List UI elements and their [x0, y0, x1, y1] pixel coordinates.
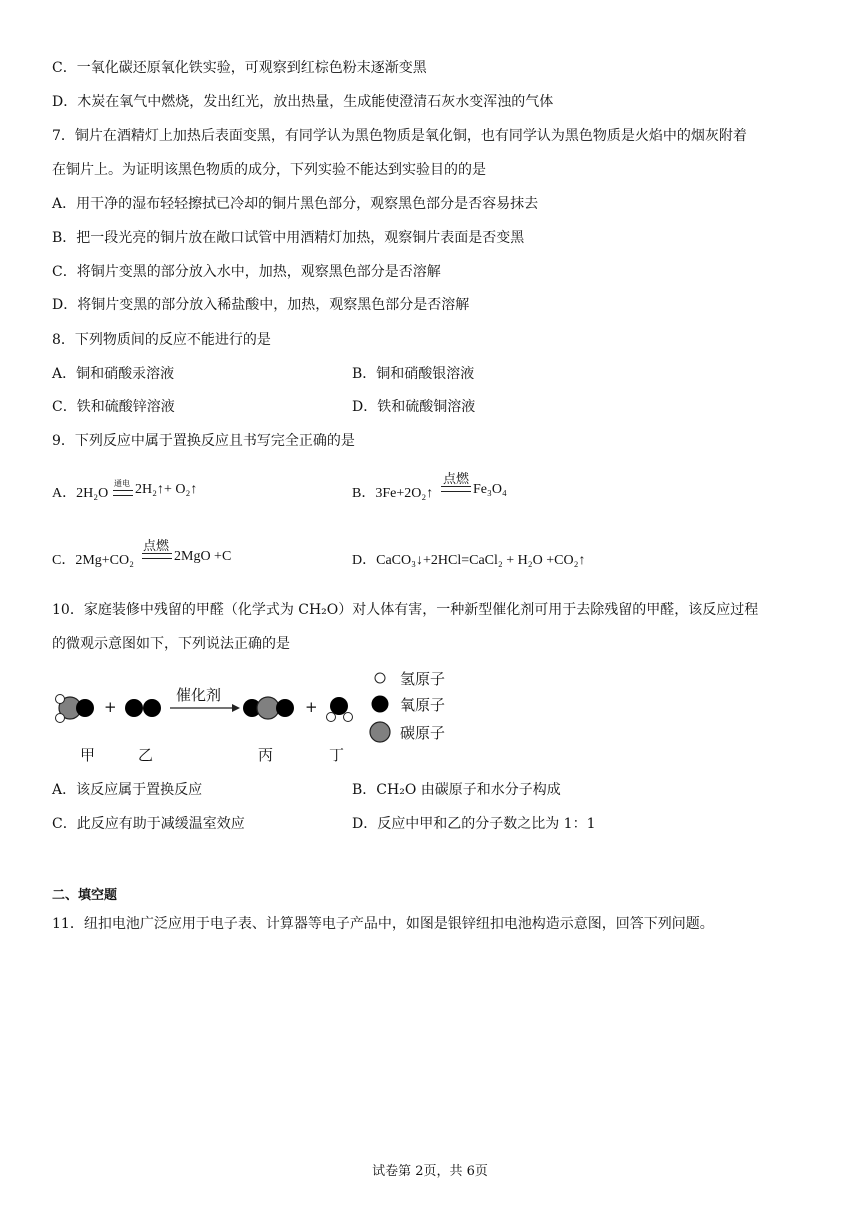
q7-option-b: B．把一段光亮的铜片放在敞口试管中用酒精灯加热，观察铜片表面是否变黑 [52, 230, 525, 246]
oxygen-atom [143, 699, 161, 717]
q9-c-condition: 点燃 [143, 539, 170, 554]
q9-b-equal-sign [441, 486, 471, 492]
label-bing: 丙 [258, 746, 274, 764]
legend-hydrogen-symbol [375, 673, 385, 683]
q9-a-equal-sign [113, 490, 133, 496]
q10-option-a: A．该反应属于置换反应 [52, 782, 203, 798]
oxygen-atom [125, 699, 143, 717]
oxygen-atom [276, 699, 294, 717]
q9-option-d: D．CaCO₃↓+2HCl=CaCl₂ + H₂O +CO₂↑ [352, 553, 586, 568]
q10-stem-line2: 的微观示意图如下，下列说法正确的是 [52, 636, 290, 652]
hydrogen-atom [344, 713, 353, 722]
label-ding: 丁 [329, 746, 345, 764]
section-heading-fill-blank: 二、填空题 [52, 888, 118, 903]
q7-option-a: A．用干净的湿布轻轻擦拭已冷却的铜片黑色部分，观察黑色部分是否容易抹去 [52, 196, 539, 212]
q6-option-d: D．木炭在氧气中燃烧，发出红光，放出热量，生成能使澄清石灰水变浑浊的气体 [52, 94, 554, 110]
q9-stem: 9．下列反应中属于置换反应且书写完全正确的是 [52, 433, 355, 449]
hydrogen-atom [56, 714, 65, 723]
q9-c-reactants: C．2Mg+CO₂ [52, 553, 135, 568]
label-yi: 乙 [138, 746, 154, 764]
q8-option-a: A．铜和硝酸汞溶液 [52, 366, 175, 382]
q7-option-d: D．将铜片变黑的部分放入稀盐酸中，加热，观察黑色部分是否溶解 [52, 297, 470, 313]
q10-stem-line1: 10．家庭装修中残留的甲醛（化学式为 CH₂O）对人体有害，一种新型催化剂可用于去除残留的甲醛，该反应过程 [52, 602, 759, 618]
q7-stem-line1: 7．铜片在酒精灯上加热后表面变黑，有同学认为黑色物质是氧化铜，也有同学认为黑色物质是火焰中的烟灰附着 [52, 128, 747, 144]
legend-symbols [368, 664, 394, 754]
legend-carbon-label: 碳原子 [400, 724, 446, 742]
q10-option-c: C．此反应有助于减缓温室效应 [52, 816, 245, 832]
molecule-water [327, 697, 353, 722]
q8-stem: 8．下列物质间的反应不能进行的是 [52, 332, 271, 348]
molecule-formaldehyde [56, 695, 95, 723]
molecule-oxygen [125, 699, 161, 717]
q8-option-d: D．铁和硫酸铜溶液 [352, 399, 476, 415]
label-jia: 甲 [80, 746, 96, 764]
legend-oxygen-symbol [372, 696, 389, 713]
reaction-diagram-graphic [48, 670, 408, 740]
q9-b-condition: 点燃 [443, 472, 470, 487]
plus-sign-1: + [104, 698, 117, 716]
q8-option-b: B．铜和硝酸银溶液 [352, 366, 475, 382]
catalyst-label: 催化剂 [176, 686, 222, 704]
q9-c-products: 2MgO +C [174, 549, 232, 564]
q9-a-condition: 通电 [114, 479, 130, 488]
q9-a-reactants: A．2H₂O [52, 486, 109, 501]
q7-stem-line2: 在铜片上。为证明该黑色物质的成分，下列实验不能达到实验目的的是 [52, 162, 486, 178]
molecule-carbon-dioxide [243, 697, 294, 719]
reaction-diagram [0, 660, 860, 770]
q10-option-b: B．CH₂O 由碳原子和水分子构成 [352, 782, 561, 798]
q9-c-equal-sign [142, 553, 172, 559]
q9-b-products: Fe₃O₄ [473, 482, 507, 497]
plus-sign-2: + [305, 698, 318, 716]
q8-option-c: C．铁和硫酸锌溶液 [52, 399, 175, 415]
legend-oxygen-label: 氧原子 [400, 696, 446, 714]
q7-option-c: C．将铜片变黑的部分放入水中，加热，观察黑色部分是否溶解 [52, 264, 441, 280]
oxygen-atom [76, 699, 94, 717]
hydrogen-atom [56, 695, 65, 704]
reaction-arrow [170, 704, 240, 712]
q9-a-products: 2H₂↑+ O₂↑ [135, 482, 198, 497]
carbon-atom [257, 697, 279, 719]
q9-b-reactants: B．3Fe+2O₂↑ [352, 486, 434, 501]
page-footer: 试卷第 2页，共 6页 [372, 1164, 488, 1179]
q11-stem: 11．纽扣电池广泛应用于电子表、计算器等电子产品中，如图是银锌纽扣电池构造示意图，回答下列问题。 [52, 916, 714, 932]
q10-option-d: D．反应中甲和乙的分子数之比为 1：1 [352, 816, 596, 832]
legend-carbon-symbol [370, 722, 390, 742]
q6-option-c: C．一氧化碳还原氧化铁实验，可观察到红棕色粉末逐渐变黑 [52, 60, 427, 76]
hydrogen-atom [327, 713, 336, 722]
legend-hydrogen-label: 氢原子 [400, 670, 446, 688]
